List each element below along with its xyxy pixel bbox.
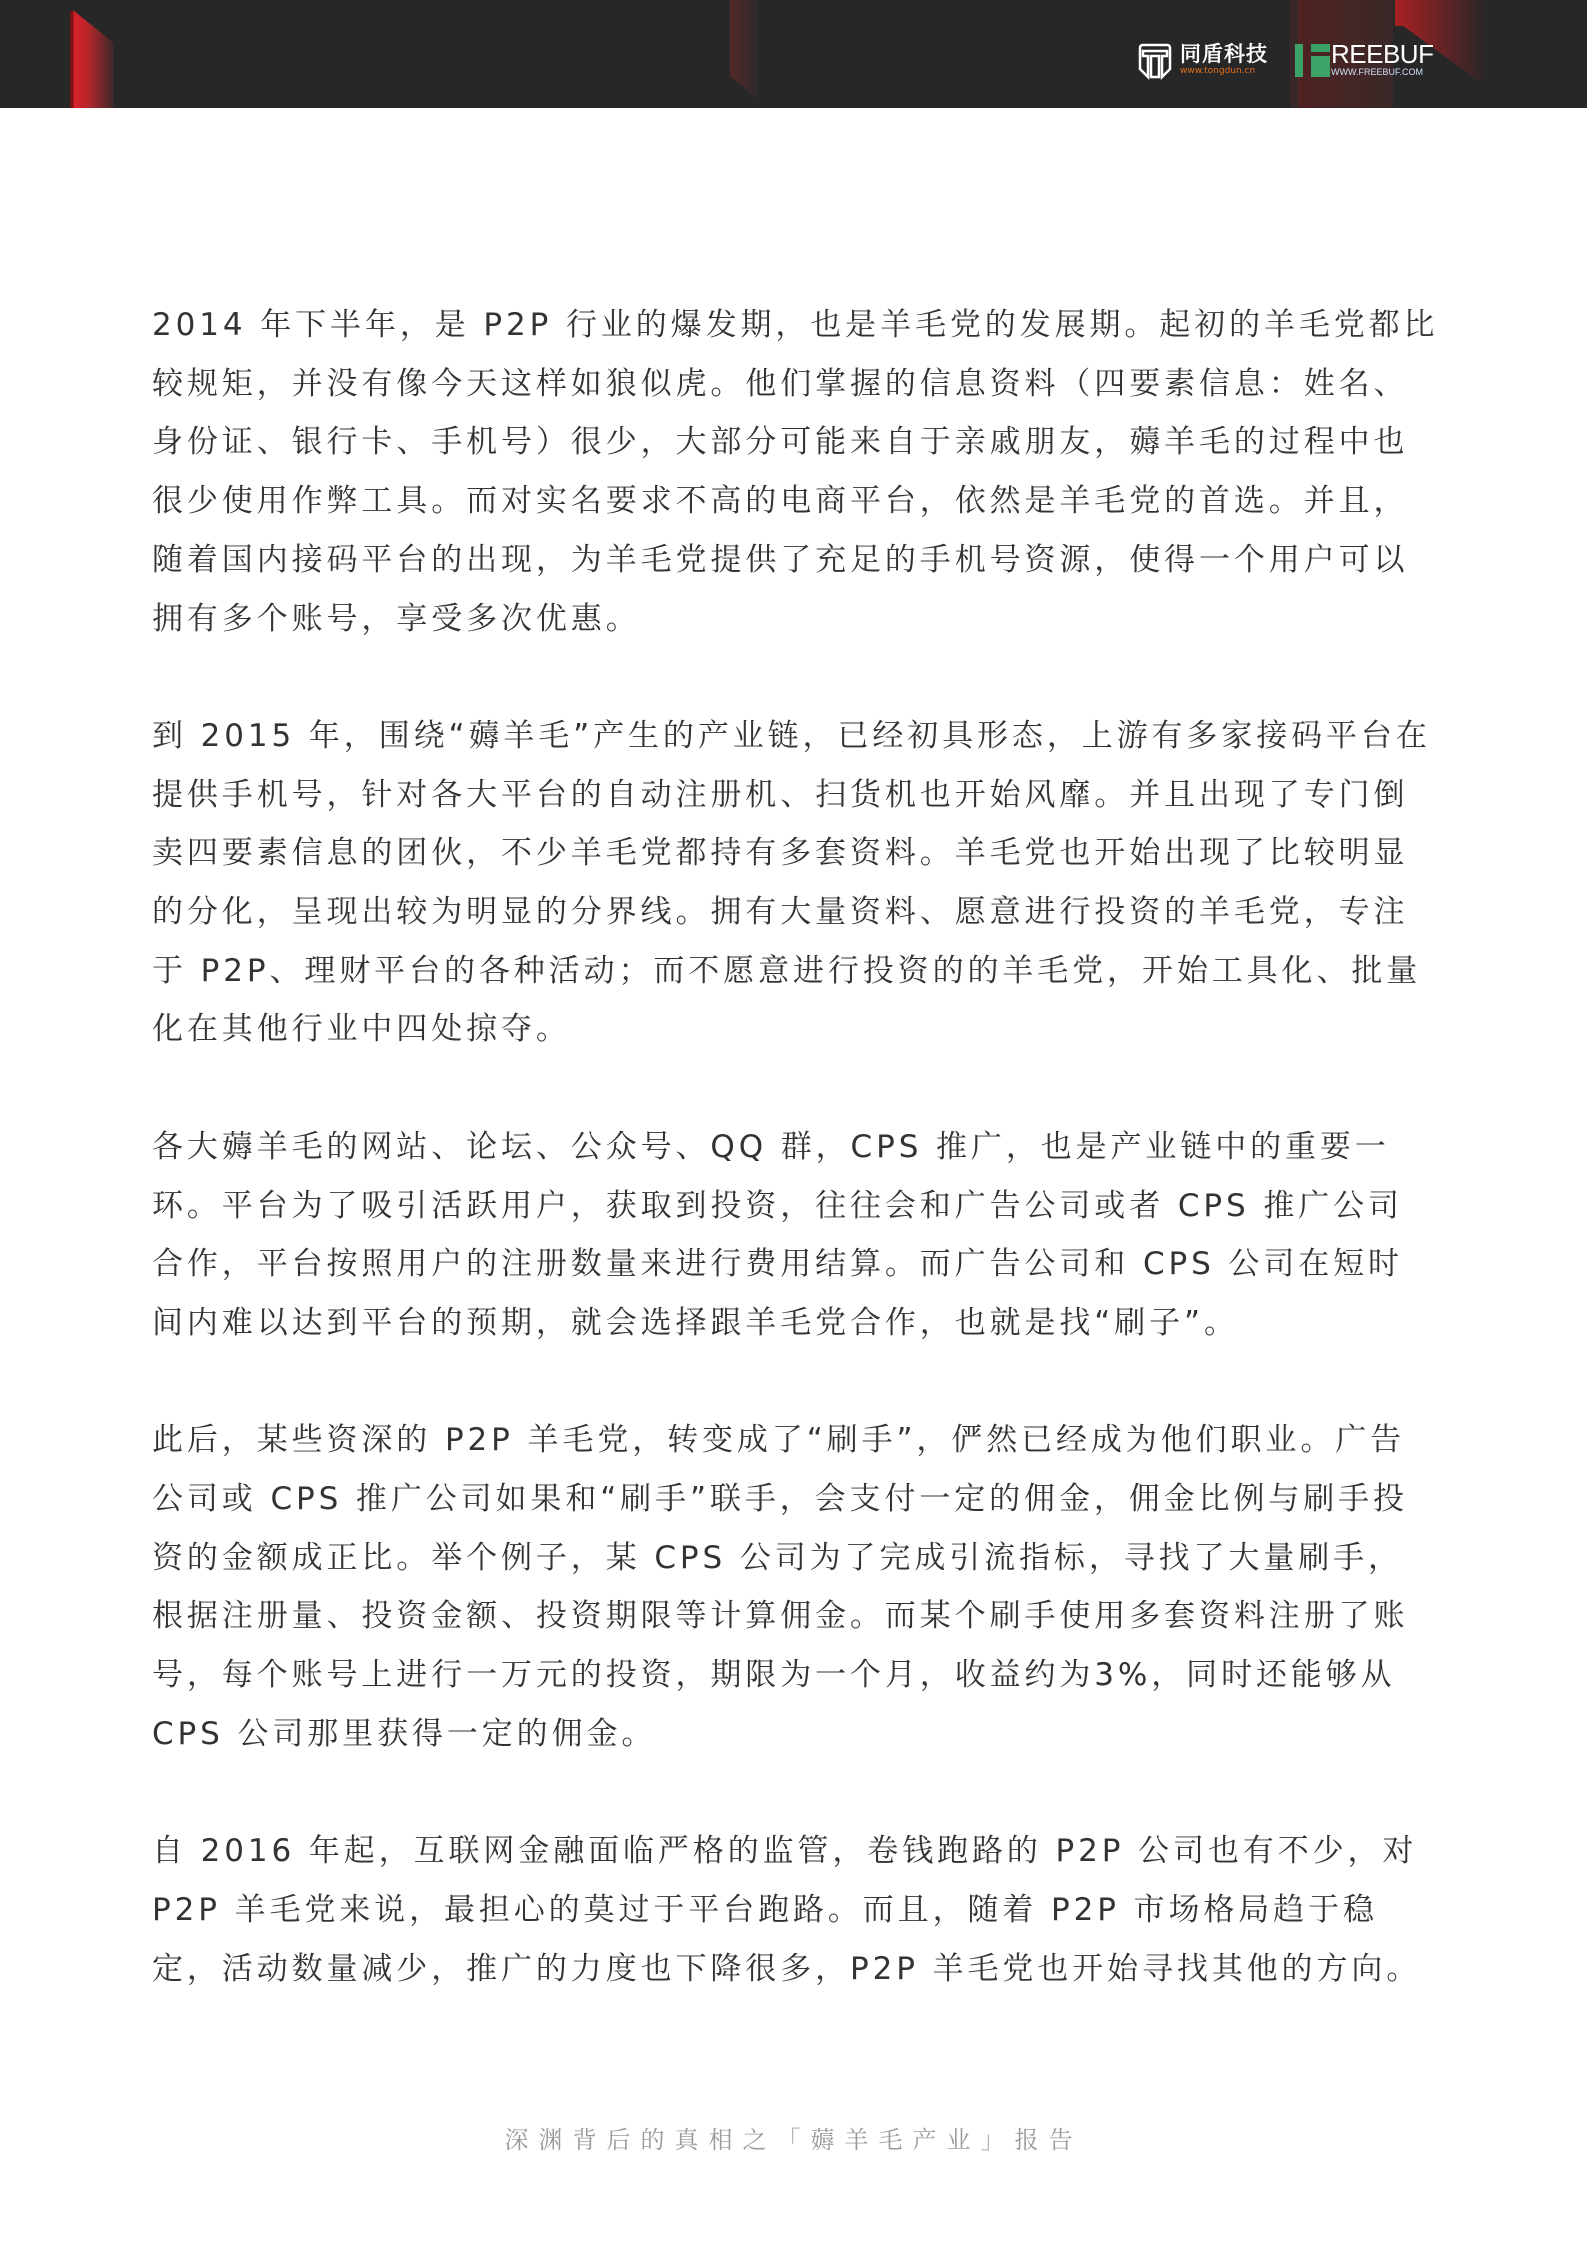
freebuf-bar-icon: [1295, 44, 1303, 77]
paragraph: [152, 1411, 1452, 1763]
article-body: [152, 296, 1452, 2057]
paragraph-line: CPS 公司那里获得一定的佣金。: [152, 1715, 657, 1752]
paragraph-line: 化在其他行业中四处掠夺。: [152, 1011, 571, 1048]
paragraph-line: 号，每个账号上进行一万元的投资，期限为一个月，收益约为3%，同时还能够从: [152, 1657, 1396, 1694]
paragraph-line: 资的金额成正比。举个例子，某 CPS 公司为了完成引流指标，寻找了大量刷手，: [152, 1539, 1403, 1576]
paragraph: [152, 1822, 1452, 1998]
paragraph-line: P2P 羊毛党来说，最担心的莫过于平台跑路。而且，随着 P2P 市场格局趋于稳: [152, 1891, 1378, 1928]
footer-title: 深渊背后的真相之「薅羊毛产业」报告: [504, 2126, 1083, 2154]
freebuf-f-icon: [1311, 44, 1330, 77]
paragraph-line: 根据注册量、投资金额、投资期限等计算佣金。而某个刷手使用多套资料注册了账: [152, 1598, 1409, 1635]
header-bar: [0, 0, 1587, 108]
paragraph-line: 自 2016 年起，互联网金融面临严格的监管，卷钱跑路的 P2P 公司也有不少，对: [152, 1833, 1418, 1870]
paragraph: [152, 296, 1452, 648]
paragraph-line: 公司或 CPS 推广公司如果和“刷手”联手，会支付一定的佣金，佣金比例与刷手投: [152, 1481, 1408, 1518]
freebuf-logo-name: REEBUF: [1331, 39, 1434, 69]
paragraph: [152, 707, 1452, 1059]
paragraph-line: 2014 年下半年，是 P2P 行业的爆发期，也是羊毛党的发展期。起初的羊毛党都比: [152, 307, 1439, 343]
paragraph-line: 卖四要素信息的团伙，不少羊毛党都持有多套资料。羊毛党也开始出现了比较明显: [152, 835, 1409, 872]
red-accent-middle: [730, 0, 758, 100]
paragraph-line: 环。平台为了吸引活跃用户，获取到投资，往往会和广告公司或者 CPS 推广公司: [152, 1187, 1403, 1224]
paragraph-line: 到 2015 年，围绕“薅羊毛”产生的产业链，已经初具形态，上游有多家接码平台在: [152, 717, 1431, 754]
tongdun-shield-icon: [1136, 42, 1174, 80]
paragraph-line: 很少使用作弊工具。而对实名要求不高的电商平台，依然是羊毛党的首选。并且，: [152, 483, 1409, 520]
paragraph-line: 较规矩，并没有像今天这样如狼似虎。他们掌握的信息资料（四要素信息：姓名、: [152, 365, 1409, 402]
paragraph-line: 间内难以达到平台的预期，就会选择跟羊毛党合作，也就是找“刷子”。: [152, 1304, 1239, 1341]
paragraph-line: 定，活动数量减少，推广的力度也下降很多，P2P 羊毛党也开始寻找其他的方向。: [152, 1950, 1422, 1987]
paragraph-line: 各大薅羊毛的网站、论坛、公众号、QQ 群，CPS 推广，也是产业链中的重要一: [152, 1128, 1390, 1165]
freebuf-logo-url: WWW.FREEBUF.COM: [1331, 67, 1423, 77]
paragraph-line: 于 P2P、理财平台的各种活动；而不愿意进行投资的的羊毛党，开始工具化、批量: [152, 952, 1422, 989]
paragraph-line: 的分化，呈现出较为明显的分界线。拥有大量资料、愿意进行投资的羊毛党，专注: [152, 894, 1409, 931]
paragraph-line: 此后，某些资深的 P2P 羊毛党，转变成了“刷手”，俨然已经成为他们职业。广告: [152, 1422, 1406, 1459]
freebuf-logo: [1295, 39, 1434, 78]
tongdun-logo-name: 同盾科技: [1180, 42, 1268, 66]
tongdun-logo: [1136, 42, 1268, 80]
paragraph-line: 提供手机号，针对各大平台的自动注册机、扫货机也开始风靡。并且出现了专门倒: [152, 776, 1409, 813]
paragraph-line: 合作，平台按照用户的注册数量来进行费用结算。而广告公司和 CPS 公司在短时: [152, 1246, 1403, 1283]
paragraph-line: 拥有多个账号，享受多次优惠。: [152, 600, 641, 637]
paragraph: [152, 1118, 1452, 1353]
red-accent-left: [70, 11, 114, 108]
tongdun-logo-url: www.tongdun.cn: [1180, 66, 1256, 76]
paragraph-line: 随着国内接码平台的出现，为羊毛党提供了充足的手机号资源，使得一个用户可以: [152, 541, 1409, 578]
paragraph-line: 身份证、银行卡、手机号）很少，大部分可能来自于亲戚朋友，薅羊毛的过程中也: [152, 424, 1409, 461]
